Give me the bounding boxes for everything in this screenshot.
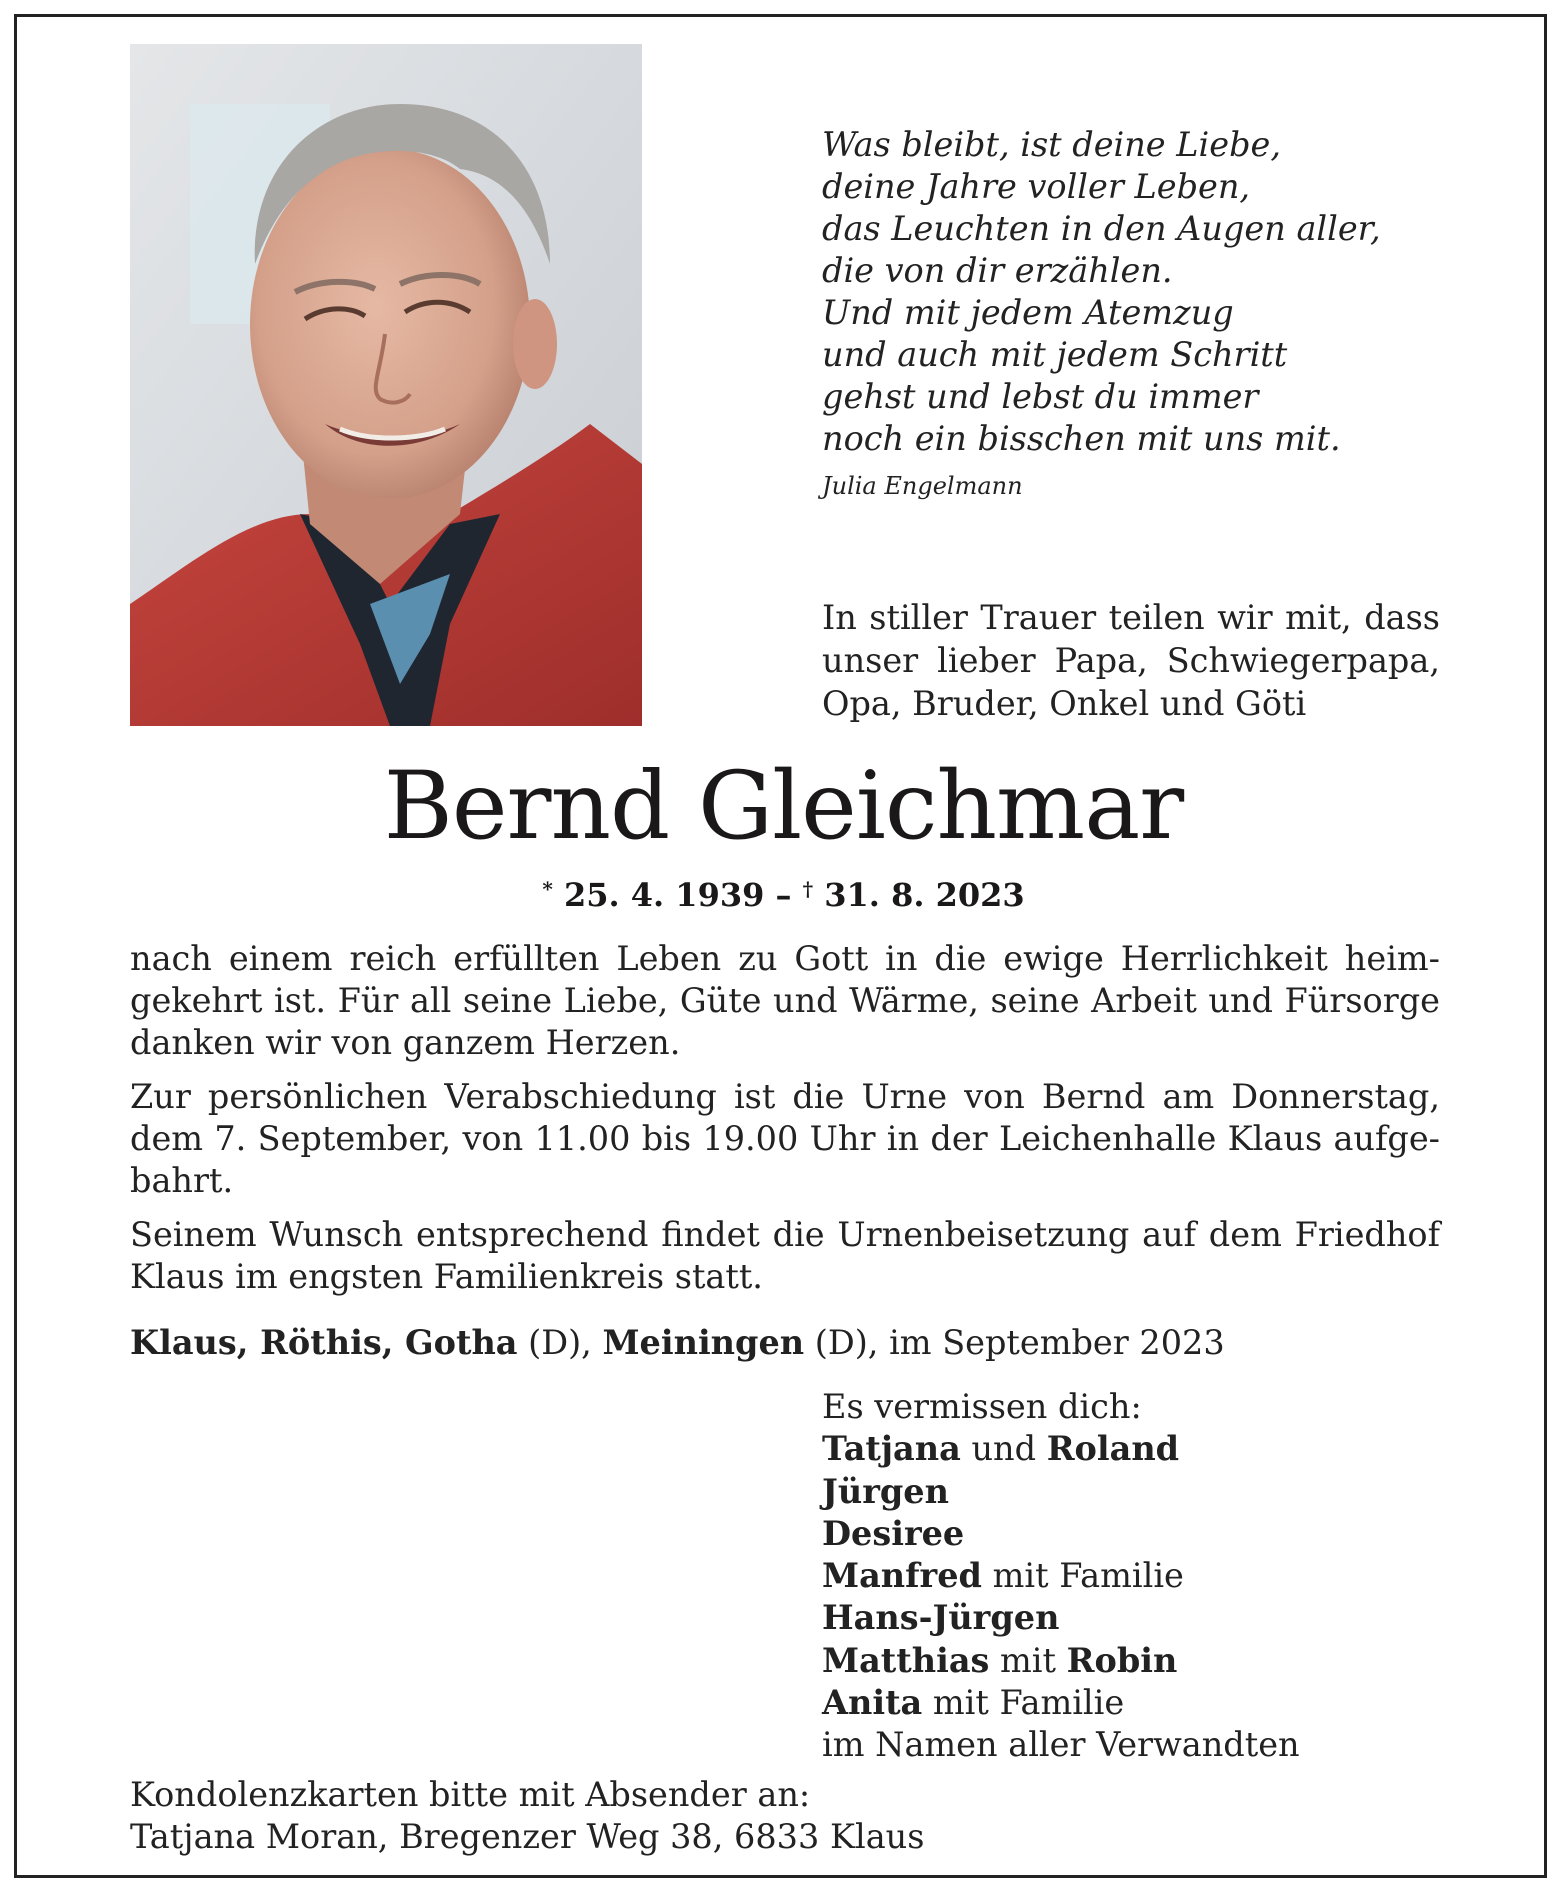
mourner-name: Roland [1046,1429,1180,1469]
body-line: bahrt. [130,1161,234,1200]
mourner-connector: und [960,1429,1047,1469]
mourner-name: Desiree [822,1513,965,1553]
mourner-name: Matthias [822,1640,990,1680]
places-primary: Klaus, Röthis, Gotha [130,1323,518,1362]
date-separator: – [775,876,792,914]
places-secondary: Meiningen [602,1323,805,1362]
intro-line: unser lieber Papa, Schwiegerpapa, [822,641,1440,680]
death-date: 31. 8. 2023 [824,876,1025,914]
portrait-illustration [130,44,642,726]
mourners-closing: im Namen aller Verwandten [822,1725,1300,1765]
paragraph-3 [130,1214,1440,1298]
places-suffix-1: (D), [517,1323,603,1362]
mourner-name: Jürgen [822,1471,949,1511]
mourner-name: Hans-Jürgen [822,1598,1060,1638]
poem [822,124,1462,460]
mourner-connector: mit [989,1640,1067,1680]
mourner-row [822,1682,1300,1724]
poem-line: und auch mit jedem Schritt [822,335,1288,374]
mourner-row [822,1597,1300,1639]
mourners-heading: Es vermissen dich: [822,1387,1142,1426]
poem-line: Was bleibt, ist deine Liebe, [822,125,1281,164]
condolence-footer [130,1774,924,1858]
condolence-instruction: Kondolenzkarten bitte mit Absender an: [130,1775,811,1814]
poem-line: die von dir erzählen. [822,251,1173,290]
mourner-row [822,1428,1300,1470]
mourner-name: Tatjana [822,1429,961,1469]
mourner-row [822,1513,1300,1555]
poem-line: noch ein bisschen mit uns mit. [822,419,1341,458]
poem-line: gehst und lebst du immer [822,377,1259,416]
body-line: Zur persönlichen Verabschiedung ist die Urne von Bernd am Donnerstag, [130,1077,1440,1116]
obituary-body [130,938,1440,1310]
mourner-name: Anita [822,1683,923,1723]
mourner-row [822,1471,1300,1513]
condolence-address: Tatjana Moran, Bregenzer Weg 38, 6833 Klaus [130,1817,925,1856]
life-dates [0,876,1567,914]
places-date-line [130,1322,1225,1364]
paragraph-2 [130,1076,1440,1202]
poem-author: Julia Engelmann [822,472,1023,500]
body-line: gekehrt ist. Für all seine Liebe, Güte und Wärme, seine Arbeit und Fürsorge [130,981,1440,1020]
mourners-list [822,1386,1300,1767]
portrait-photo [130,44,642,726]
mourner-row [822,1555,1300,1597]
body-line: dem 7. September, von 11.00 bis 19.00 Uhr in der Leichenhalle Klaus aufge- [130,1119,1440,1158]
mourner-row [822,1640,1300,1682]
deceased-name: Bernd Gleichmar [383,752,1184,861]
mourner-name: Robin [1066,1640,1178,1680]
birth-symbol: * [542,877,553,901]
birth-date: 25. 4. 1939 [563,876,765,914]
intro-line: In stiller Trauer teilen wir mit, dass [822,598,1440,637]
mourner-connector: mit Familie [922,1683,1125,1723]
poem-line: deine Jahre voller Leben, [822,167,1251,206]
body-line: Seinem Wunsch entsprechend findet die Urnenbeisetzung auf dem Friedhof [130,1215,1440,1254]
poem-line: Und mit jedem Atemzug [822,293,1234,332]
body-line: danken wir von ganzem Herzen. [130,1023,681,1062]
poem-line: das Leuchten in den Augen aller, [822,209,1381,248]
places-suffix-2: (D), im September 2023 [804,1323,1225,1362]
mourner-connector: mit Familie [981,1556,1184,1596]
mourner-name: Manfred [822,1556,982,1596]
intro-line: Opa, Bruder, Onkel und Göti [822,684,1307,723]
paragraph-1 [130,938,1440,1064]
death-symbol: † [802,877,814,901]
body-line: nach einem reich erfüllten Leben zu Gott in die ewige Herrlichkeit heim- [130,939,1440,978]
intro-text [822,596,1440,725]
body-line: Klaus im engsten Familienkreis statt. [130,1257,763,1296]
